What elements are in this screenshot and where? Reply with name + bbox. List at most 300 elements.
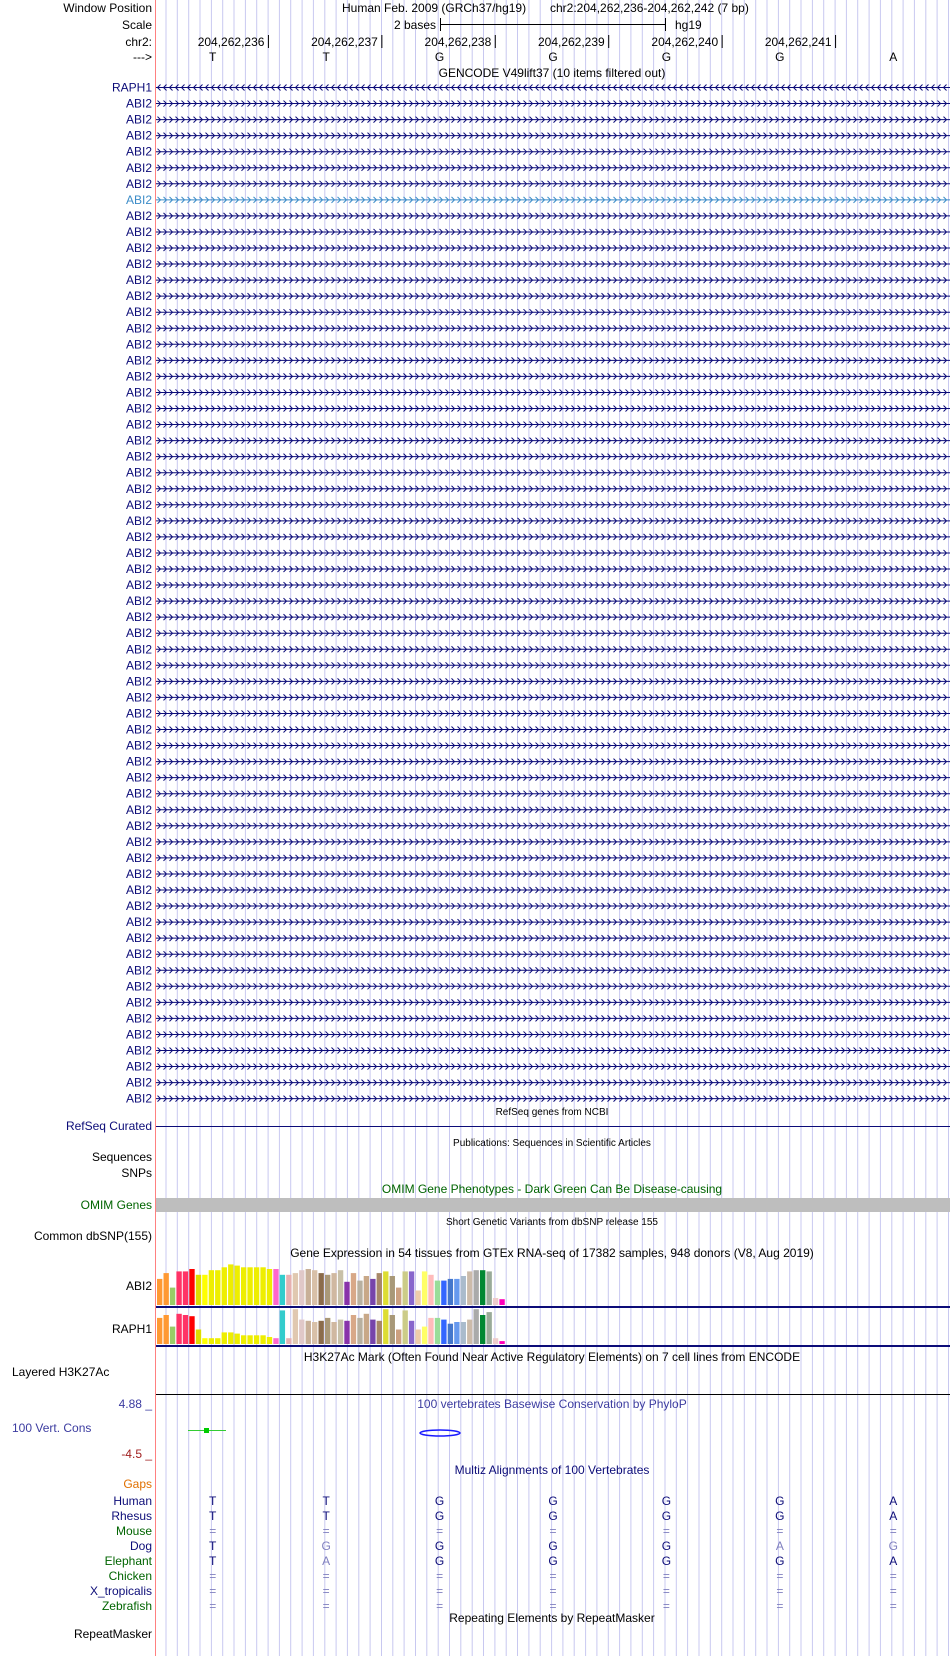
gtex-bar[interactable] <box>299 1320 304 1344</box>
multiz-row-human[interactable] <box>113 1494 897 1508</box>
gtex-bar[interactable] <box>189 1316 194 1344</box>
gencode-label-abi2[interactable]: ABI2 <box>125 1043 152 1058</box>
gtex-bar[interactable] <box>461 1276 466 1305</box>
gencode-row-abi2[interactable] <box>156 1048 950 1054</box>
publications-snps-label[interactable]: SNPs <box>121 1166 152 1180</box>
gtex-bar[interactable] <box>435 1281 440 1305</box>
gencode-label-abi2[interactable]: ABI2 <box>125 353 152 368</box>
gencode-label-abi2[interactable]: ABI2 <box>125 417 152 432</box>
gtex-bar[interactable] <box>209 1338 214 1344</box>
gencode-label-abi2[interactable]: ABI2 <box>125 401 152 416</box>
gencode-label-abi2[interactable]: ABI2 <box>125 706 152 721</box>
gencode-track-title[interactable]: GENCODE V49lift37 (10 items filtered out) <box>438 66 666 80</box>
gencode-row-abi2[interactable] <box>156 101 950 107</box>
gtex-bar[interactable] <box>235 1266 240 1305</box>
gtex-bar[interactable] <box>260 1335 265 1344</box>
gencode-row-abi2[interactable] <box>156 325 950 331</box>
gtex-bar[interactable] <box>319 1273 324 1305</box>
gencode-gene-labels[interactable] <box>112 81 152 1106</box>
repeatmasker-track-title[interactable]: Repeating Elements by RepeatMasker <box>449 1611 655 1625</box>
gtex-bar[interactable] <box>454 1279 459 1305</box>
gtex-bar[interactable] <box>480 1270 485 1305</box>
gtex-bar[interactable] <box>164 1315 169 1344</box>
gencode-row-abi2[interactable] <box>156 149 950 155</box>
multiz-base: = <box>436 1599 444 1613</box>
gencode-label-abi2[interactable]: ABI2 <box>125 995 152 1010</box>
gencode-row-abi2[interactable] <box>156 197 950 203</box>
gencode-row-abi2[interactable] <box>156 759 950 765</box>
gencode-row-abi2[interactable] <box>156 534 950 540</box>
gtex-bar[interactable] <box>409 1271 414 1305</box>
gencode-label-abi2[interactable]: ABI2 <box>125 241 152 255</box>
gencode-row-abi2[interactable] <box>156 341 950 347</box>
gtex-bar[interactable] <box>390 1276 395 1305</box>
gtex-raph1-bars[interactable] <box>157 1309 505 1344</box>
gtex-bar[interactable] <box>487 1271 492 1305</box>
gtex-bar[interactable] <box>370 1279 375 1305</box>
gtex-bar[interactable] <box>176 1314 181 1344</box>
gtex-bar[interactable] <box>247 1335 252 1344</box>
gencode-row-abi2[interactable] <box>156 1031 950 1037</box>
gencode-row-abi2[interactable] <box>156 919 950 925</box>
gtex-bar[interactable] <box>157 1318 162 1344</box>
gtex-bar[interactable] <box>441 1320 446 1344</box>
gencode-label-abi2[interactable]: ABI2 <box>125 1075 152 1090</box>
gencode-label-abi2[interactable]: ABI2 <box>125 818 152 833</box>
gtex-bar[interactable] <box>183 1271 188 1305</box>
multiz-base: = <box>209 1599 217 1613</box>
gtex-bar[interactable] <box>312 1270 317 1305</box>
gencode-label-abi2[interactable]: ABI2 <box>125 160 152 175</box>
gencode-label-abi2[interactable]: ABI2 <box>125 224 152 239</box>
gencode-label-abi2[interactable]: ABI2 <box>125 257 152 272</box>
gencode-row-abi2[interactable] <box>156 518 950 524</box>
gencode-row-abi2[interactable] <box>156 951 950 957</box>
gtex-bar[interactable] <box>280 1310 285 1344</box>
gtex-bar[interactable] <box>241 1335 246 1344</box>
gtex-bar[interactable] <box>403 1310 408 1344</box>
gtex-bar[interactable] <box>273 1269 278 1305</box>
gencode-label-abi2[interactable]: ABI2 <box>125 128 152 143</box>
gtex-bar[interactable] <box>461 1322 466 1344</box>
gencode-label-abi2[interactable]: ABI2 <box>125 674 152 689</box>
multiz-base: = <box>209 1569 217 1583</box>
dbsnp-label[interactable]: Common dbSNP(155) <box>33 1229 152 1243</box>
gencode-row-abi2[interactable] <box>156 245 950 251</box>
gencode-row-abi2[interactable] <box>156 887 950 893</box>
omim-label[interactable]: OMIM Genes <box>80 1198 152 1212</box>
scale-label: Scale <box>121 18 152 32</box>
gencode-row-abi2[interactable] <box>156 389 950 395</box>
gtex-bar[interactable] <box>390 1315 395 1344</box>
gtex-bar[interactable] <box>319 1321 324 1344</box>
gencode-label-abi2[interactable]: ABI2 <box>125 1059 152 1074</box>
gencode-row-abi2[interactable] <box>156 293 950 299</box>
gtex-bar[interactable] <box>331 1322 336 1344</box>
gtex-bar[interactable] <box>487 1312 492 1344</box>
gencode-row-abi2[interactable] <box>156 213 950 219</box>
gtex-bar[interactable] <box>344 1321 349 1344</box>
gencode-row-abi2[interactable] <box>156 598 950 604</box>
gencode-row-abi2[interactable] <box>156 983 950 989</box>
gtex-bar[interactable] <box>293 1309 298 1344</box>
gtex-bar[interactable] <box>222 1267 227 1305</box>
gencode-row-abi2[interactable] <box>156 903 950 909</box>
gtex-bar[interactable] <box>176 1271 181 1305</box>
gencode-row-abi2[interactable] <box>156 694 950 700</box>
window-position-label: Window Position <box>63 1 152 15</box>
gencode-row-abi2[interactable] <box>156 470 950 476</box>
gtex-bar[interactable] <box>170 1327 175 1344</box>
refseq-label[interactable]: RefSeq Curated <box>65 1119 152 1133</box>
gtex-bar[interactable] <box>364 1314 369 1344</box>
gtex-bar[interactable] <box>247 1267 252 1305</box>
gtex-bar[interactable] <box>196 1275 201 1305</box>
gtex-bar[interactable] <box>415 1330 420 1345</box>
gtex-bar[interactable] <box>215 1338 220 1344</box>
gtex-bar[interactable] <box>428 1275 433 1305</box>
omim-track-title[interactable]: OMIM Gene Phenotypes - Dark Green Can Be Disease-causing <box>381 1182 723 1196</box>
gtex-bar[interactable] <box>306 1321 311 1344</box>
gtex-bar[interactable] <box>474 1309 479 1344</box>
gtex-bar[interactable] <box>383 1271 388 1305</box>
gtex-bar[interactable] <box>235 1334 240 1344</box>
gencode-row-abi2[interactable] <box>156 550 950 556</box>
gencode-row-abi2[interactable] <box>156 646 950 652</box>
gtex-bar[interactable] <box>493 1298 498 1305</box>
publications-sequences-label[interactable]: Sequences <box>91 1150 152 1164</box>
multiz-species-label[interactable]: Dog <box>129 1539 152 1553</box>
gencode-label-abi2[interactable]: ABI2 <box>125 208 152 223</box>
multiz-species-label[interactable]: Human <box>113 1494 152 1508</box>
gtex-bar[interactable] <box>480 1315 485 1344</box>
gtex-bar[interactable] <box>202 1338 207 1344</box>
multiz-row-elephant[interactable] <box>105 1554 898 1568</box>
gtex-bar[interactable] <box>403 1271 408 1305</box>
ruler-position-label: 204,262,238 <box>424 35 492 49</box>
multiz-row-rhesus[interactable] <box>111 1509 897 1523</box>
gencode-label-abi2[interactable]: ABI2 <box>125 144 152 159</box>
gencode-label-abi2[interactable]: ABI2 <box>125 112 152 127</box>
gencode-label-abi2[interactable]: ABI2 <box>125 850 152 865</box>
multiz-base: = <box>322 1584 330 1598</box>
gtex-bar[interactable] <box>306 1269 311 1305</box>
gencode-row-abi2[interactable] <box>156 133 950 139</box>
gtex-bar[interactable] <box>454 1322 459 1344</box>
ruler-base: T <box>209 50 217 64</box>
gencode-row-raph1[interactable] <box>156 85 950 91</box>
gtex-bar[interactable] <box>493 1338 498 1344</box>
gtex-bar[interactable] <box>377 1321 382 1344</box>
gtex-bar[interactable] <box>260 1267 265 1305</box>
gencode-label-abi2[interactable]: ABI2 <box>125 963 152 978</box>
gencode-row-abi2[interactable] <box>156 727 950 733</box>
gencode-row-abi2[interactable] <box>156 807 950 813</box>
gtex-bar[interactable] <box>377 1273 382 1305</box>
ruler-position-label: 204,262,239 <box>537 35 605 49</box>
multiz-species-label[interactable]: Elephant <box>104 1554 152 1568</box>
gtex-bar[interactable] <box>222 1332 227 1344</box>
gencode-row-abi2[interactable] <box>156 229 950 235</box>
gtex-bar[interactable] <box>280 1275 285 1305</box>
gencode-label-abi2[interactable]: ABI2 <box>125 834 152 849</box>
gtex-bar[interactable] <box>435 1318 440 1344</box>
gencode-label-abi2[interactable]: ABI2 <box>125 176 152 191</box>
gtex-bar[interactable] <box>312 1322 317 1344</box>
gencode-label-abi2[interactable]: ABI2 <box>125 915 152 930</box>
gtex-bar[interactable] <box>441 1281 446 1305</box>
gencode-label-abi2[interactable]: ABI2 <box>125 337 152 352</box>
multiz-species-rows[interactable] <box>90 1494 898 1613</box>
gtex-bar[interactable] <box>209 1270 214 1305</box>
gencode-label-abi2[interactable]: ABI2 <box>125 738 152 753</box>
gencode-label-abi2[interactable]: ABI2 <box>125 481 152 496</box>
gencode-row-abi2[interactable] <box>156 309 950 315</box>
ruler-position-label: 204,262,236 <box>197 35 265 49</box>
gtex-bar[interactable] <box>351 1273 356 1305</box>
multiz-base: = <box>889 1569 897 1583</box>
gencode-label-abi2[interactable]: ABI2 <box>125 273 152 288</box>
gencode-label-abi2[interactable]: ABI2 <box>125 96 152 111</box>
gencode-row-abi2[interactable] <box>156 1064 950 1070</box>
gencode-row-abi2[interactable] <box>156 710 950 716</box>
gtex-bar[interactable] <box>286 1275 291 1305</box>
gencode-label-raph1[interactable]: RAPH1 <box>111 80 152 95</box>
gtex-bar[interactable] <box>422 1271 427 1305</box>
gencode-row-abi2[interactable] <box>156 117 950 123</box>
gencode-label-abi2[interactable]: ABI2 <box>125 722 152 737</box>
gtex-bar[interactable] <box>286 1338 291 1344</box>
gtex-bar[interactable] <box>344 1282 349 1305</box>
gencode-row-abi2[interactable] <box>156 1096 950 1102</box>
gtex-bar[interactable] <box>357 1318 362 1344</box>
gencode-row-abi2[interactable] <box>156 839 950 845</box>
cons-signal[interactable] <box>188 1428 460 1436</box>
gencode-label-abi2[interactable]: ABI2 <box>125 883 152 897</box>
h3k27ac-track-title[interactable]: H3K27Ac Mark (Often Found Near Active Regulatory Elements) on 7 cell lines from ENCODE <box>303 1350 801 1364</box>
gencode-label-abi2[interactable]: ABI2 <box>125 465 152 480</box>
gtex-bar[interactable] <box>196 1330 201 1345</box>
gtex-bar[interactable] <box>370 1320 375 1344</box>
gtex-bar[interactable] <box>164 1273 169 1305</box>
gencode-label-abi2[interactable]: ABI2 <box>125 433 152 448</box>
gencode-row-abi2[interactable] <box>156 630 950 636</box>
gencode-row-abi2[interactable] <box>156 486 950 492</box>
gencode-row-abi2[interactable] <box>156 406 950 412</box>
gencode-row-abi2[interactable] <box>156 855 950 861</box>
gtex-bar[interactable] <box>448 1324 453 1344</box>
gencode-label-abi2[interactable]: ABI2 <box>125 321 152 336</box>
gtex-bar[interactable] <box>170 1288 175 1305</box>
position-readout[interactable]: chr2:204,262,236-204,262,242 (7 bp) <box>550 1 749 15</box>
gtex-bar[interactable] <box>467 1320 472 1344</box>
multiz-gaps-label[interactable]: Gaps <box>123 1477 152 1491</box>
gtex-bar[interactable] <box>364 1276 369 1305</box>
gtex-bar[interactable] <box>499 1341 504 1344</box>
multiz-base: G <box>548 1509 558 1523</box>
gencode-label-abi2[interactable]: ABI2 <box>125 658 152 673</box>
gencode-label-abi2[interactable]: ABI2 <box>125 594 152 609</box>
gencode-label-abi2[interactable]: ABI2 <box>125 1027 152 1042</box>
gtex-bar[interactable] <box>396 1330 401 1345</box>
gtex-bar[interactable] <box>396 1288 401 1305</box>
omim-feature-bar[interactable] <box>156 1198 950 1212</box>
gencode-row-abi2[interactable] <box>156 422 950 428</box>
gtex-bar[interactable] <box>254 1335 259 1344</box>
multiz-species-label[interactable]: Rhesus <box>111 1509 152 1523</box>
gencode-label-abi2[interactable]: ABI2 <box>125 610 152 625</box>
gencode-row-abi2[interactable] <box>156 935 950 941</box>
multiz-species-label[interactable]: Chicken <box>108 1569 152 1583</box>
gencode-row-abi2[interactable] <box>156 614 950 620</box>
refseq-track-title[interactable]: RefSeq genes from NCBI <box>495 1107 609 1118</box>
gencode-row-abi2[interactable] <box>156 743 950 749</box>
gencode-row-abi2[interactable] <box>156 438 950 444</box>
ruler-base: A <box>889 50 898 64</box>
dbsnp-track-title[interactable]: Short Genetic Variants from dbSNP release 155 <box>446 1217 658 1228</box>
gtex-bar[interactable] <box>357 1281 362 1305</box>
h3k27ac-label[interactable]: Layered H3K27Ac <box>12 1365 110 1379</box>
gtex-bar[interactable] <box>215 1270 220 1305</box>
ruler-position-label: 204,262,237 <box>311 35 378 49</box>
gencode-row-abi2[interactable] <box>156 1015 950 1021</box>
ruler-bases <box>209 50 897 64</box>
gencode-row-abi2[interactable] <box>156 967 950 973</box>
gtex-bar[interactable] <box>157 1279 162 1305</box>
multiz-track-title[interactable]: Multiz Alignments of 100 Vertebrates <box>454 1463 650 1477</box>
gencode-row-abi2[interactable] <box>156 454 950 460</box>
gtex-bar[interactable] <box>331 1273 336 1305</box>
gtex-bar[interactable] <box>351 1315 356 1344</box>
multiz-row-chicken[interactable] <box>109 1569 897 1583</box>
multiz-species-label[interactable]: Zebrafish <box>101 1599 152 1613</box>
gencode-label-abi2[interactable]: ABI2 <box>125 289 152 304</box>
gencode-label-abi2[interactable]: ABI2 <box>125 931 152 946</box>
multiz-species-label[interactable]: X_tropicalis <box>89 1584 152 1598</box>
gencode-label-abi2[interactable]: ABI2 <box>125 754 152 769</box>
gtex-bar[interactable] <box>241 1267 246 1305</box>
gencode-label-abi2[interactable]: ABI2 <box>125 497 152 512</box>
gencode-label-abi2[interactable]: ABI2 <box>125 642 152 657</box>
gencode-label-abi2[interactable]: ABI2 <box>125 1091 152 1106</box>
cons-track-title[interactable]: 100 vertebrates Basewise Conservation by PhyloP <box>417 1397 687 1411</box>
gtex-raph1-label[interactable]: RAPH1 <box>111 1322 152 1336</box>
gencode-row-abi2[interactable] <box>156 871 950 877</box>
gtex-bar[interactable] <box>325 1275 330 1305</box>
gtex-bar[interactable] <box>422 1327 427 1344</box>
gencode-row-abi2[interactable] <box>156 277 950 283</box>
gencode-row-abi2[interactable] <box>156 791 950 797</box>
gtex-bar[interactable] <box>228 1332 233 1344</box>
gencode-row-abi2[interactable] <box>156 357 950 363</box>
gencode-label-abi2[interactable]: ABI2 <box>125 385 152 400</box>
gtex-bar[interactable] <box>474 1270 479 1305</box>
multiz-row-x_tropicalis[interactable] <box>90 1584 897 1598</box>
gtex-bar[interactable] <box>428 1318 433 1344</box>
cons-label[interactable]: 100 Vert. Cons <box>12 1421 92 1435</box>
gtex-bar[interactable] <box>415 1291 420 1306</box>
multiz-base: = <box>776 1569 784 1583</box>
gtex-bar[interactable] <box>467 1271 472 1305</box>
gencode-row-abi2[interactable] <box>156 1080 950 1086</box>
gencode-label-abi2[interactable]: ABI2 <box>125 770 152 785</box>
gtex-bar[interactable] <box>202 1275 207 1305</box>
gencode-label-abi2[interactable]: ABI2 <box>125 690 152 705</box>
gencode-label-abi2[interactable]: ABI2 <box>125 192 152 207</box>
gencode-label-abi2[interactable]: ABI2 <box>125 513 152 528</box>
gencode-gene-rows[interactable] <box>156 85 950 1102</box>
gencode-row-abi2[interactable] <box>156 566 950 572</box>
gencode-label-abi2[interactable]: ABI2 <box>125 545 152 560</box>
gencode-label-abi2[interactable]: ABI2 <box>125 947 152 962</box>
ruler-base: G <box>775 50 785 64</box>
multiz-species-label[interactable]: Mouse <box>115 1524 152 1538</box>
gencode-label-abi2[interactable]: ABI2 <box>125 449 152 464</box>
gtex-abi2-bars[interactable] <box>157 1264 505 1305</box>
gencode-label-abi2[interactable]: ABI2 <box>125 899 152 914</box>
gtex-abi2-label[interactable]: ABI2 <box>125 1279 152 1293</box>
gencode-label-abi2[interactable]: ABI2 <box>125 529 152 544</box>
gtex-bar[interactable] <box>183 1315 188 1344</box>
gencode-row-abi2[interactable] <box>156 999 950 1005</box>
gtex-bar[interactable] <box>338 1270 343 1305</box>
gtex-bar[interactable] <box>273 1338 278 1344</box>
gtex-bar[interactable] <box>299 1270 304 1305</box>
multiz-base: T <box>209 1509 217 1523</box>
gencode-label-abi2[interactable]: ABI2 <box>125 1011 152 1026</box>
gencode-label-abi2[interactable]: ABI2 <box>125 578 152 593</box>
gtex-bar[interactable] <box>409 1321 414 1344</box>
gencode-row-abi2[interactable] <box>156 181 950 187</box>
gencode-row-abi2[interactable] <box>156 582 950 588</box>
gtex-bar[interactable] <box>338 1320 343 1344</box>
gencode-row-abi2[interactable] <box>156 373 950 379</box>
gtex-track-title[interactable]: Gene Expression in 54 tissues from GTEx RNA-seq of 17382 samples, 948 donors (V8, Aug 2019) <box>290 1246 814 1260</box>
gtex-bar[interactable] <box>499 1299 504 1305</box>
gtex-bar[interactable] <box>189 1269 194 1305</box>
gencode-label-abi2[interactable]: ABI2 <box>125 866 152 881</box>
gencode-label-abi2[interactable]: ABI2 <box>125 979 152 994</box>
gencode-row-abi2[interactable] <box>156 502 950 508</box>
repeatmasker-label[interactable]: RepeatMasker <box>73 1627 152 1641</box>
multiz-base: T <box>322 1509 330 1523</box>
gtex-bar[interactable] <box>293 1273 298 1305</box>
gtex-bar[interactable] <box>254 1267 259 1305</box>
gtex-bar[interactable] <box>267 1269 272 1305</box>
gencode-row-abi2[interactable] <box>156 261 950 267</box>
gencode-label-abi2[interactable]: ABI2 <box>125 562 152 576</box>
gencode-row-abi2[interactable] <box>156 165 950 171</box>
multiz-base: A <box>775 1539 784 1553</box>
gencode-row-abi2[interactable] <box>156 775 950 781</box>
gtex-bar[interactable] <box>325 1318 330 1344</box>
gencode-label-abi2[interactable]: ABI2 <box>125 802 152 817</box>
gencode-label-abi2[interactable]: ABI2 <box>125 369 152 384</box>
gencode-row-abi2[interactable] <box>156 823 950 829</box>
gtex-bar[interactable] <box>448 1279 453 1305</box>
gtex-bar[interactable] <box>228 1264 233 1305</box>
gencode-row-abi2[interactable] <box>156 662 950 668</box>
publications-track-title[interactable]: Publications: Sequences in Scientific Articles <box>453 1138 651 1149</box>
scale-db: hg19 <box>675 18 702 32</box>
gencode-label-abi2[interactable]: ABI2 <box>125 786 152 801</box>
gencode-row-abi2[interactable] <box>156 678 950 684</box>
multiz-base: = <box>776 1584 784 1598</box>
gencode-label-abi2[interactable]: ABI2 <box>125 305 152 320</box>
gencode-label-abi2[interactable]: ABI2 <box>125 626 152 641</box>
gtex-bar[interactable] <box>383 1309 388 1344</box>
gtex-bar[interactable] <box>267 1337 272 1344</box>
